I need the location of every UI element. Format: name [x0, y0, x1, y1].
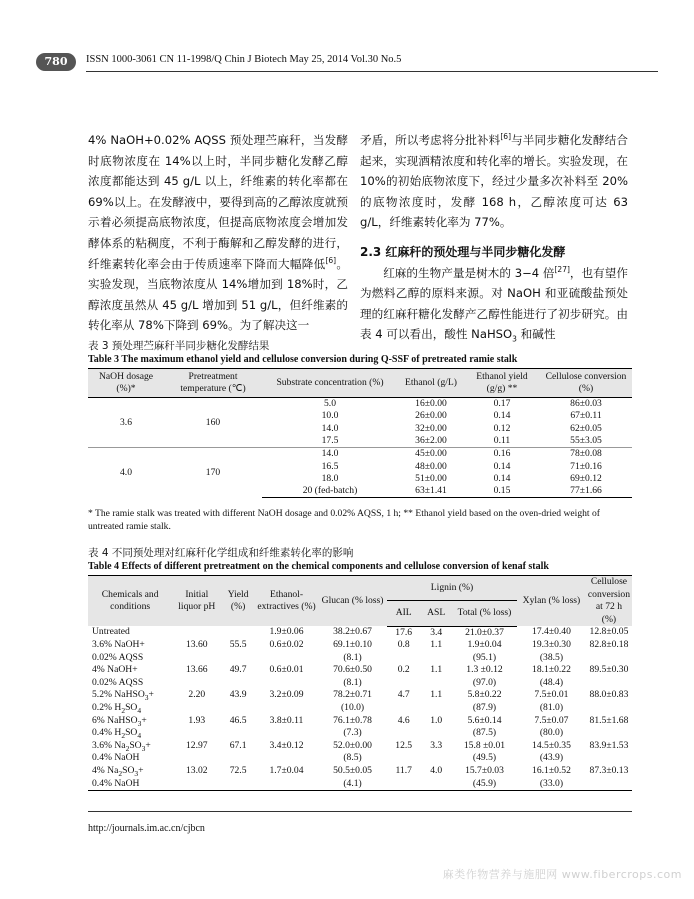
table3-caption-cn: 表 3 预处理苎麻秆半同步糖化发酵结果: [88, 340, 270, 352]
col-header: Yield (%): [221, 576, 255, 627]
citation[interactable]: [6]: [500, 132, 511, 142]
table-row: 10.0 26±0.00 0.14 67±0.11: [321, 410, 602, 422]
col-header: Total (% loss): [452, 601, 517, 626]
table-row: 4% $Na_2SO_3+$ 13.02 72.5 1.7±0.04 50.5±0.05 11.7 4.0 15.7±0.03 16.1±0.52 87.3±0.13: [92, 765, 629, 778]
col-header: Lignin (%): [387, 576, 517, 601]
journal-info: ISSN 1000-3061 CN 11-1998/Q Chin J Biotech May 25, 2014 Vol.30 No.5: [86, 54, 402, 65]
right-paragraph: 矛盾，所以考虑将分批补料[6]与半同步糖化发酵结合起来，实现酒精浓度和转化率的增长。实验发现，在 10%的初始底物浓度下，经过少量多次补料至 20%的底物浓度时，发酵 168 h，乙醇浓度可达 63 g/L，纤维素转化率为 77%。: [360, 132, 628, 230]
table3-note: * The ramie stalk was treated with different NaOH dosage and 0.02% AQSS, 1 h; ** Ethanol yield based on the oven-dried weight of untreated ramie stalk.: [88, 508, 600, 532]
citation[interactable]: [27]: [554, 264, 570, 274]
col-header: Ethanol-extractives (%): [255, 576, 318, 627]
table3-caption-en: Table 3 The maximum ethanol yield and cellulose conversion during Q-SSF of pretreated ramie stalk: [88, 354, 518, 365]
table-row: 3.6 160 5.0 16±0.00 0.17 86±0.03: [120, 398, 602, 428]
table-row: 14.0 32±0.00 0.12 62±0.05: [321, 422, 602, 434]
table-row: 18.0 51±0.00 0.14 69±0.12: [321, 472, 602, 484]
section-title: 2.3 红麻秆的预处理与半同步糖化发酵: [360, 244, 566, 259]
table4-caption-cn: 表 4 不同预处理对红麻秆化学组成和纤维素转化率的影响: [88, 547, 354, 559]
table-row: 6% NaHSO$_3$+ 1.93 46.5 3.8±0.11 76.1±0.78 4.6 1.0 5.6±0.14 7.5±0.07 81.5±1.68: [92, 714, 629, 728]
table-row: 20 (fed-batch) 63±1.41 0.15 77±1.66: [88, 485, 632, 498]
col-header: Initial liquor pH: [172, 576, 221, 627]
table-row: 0.4% $H_2SO_4$ (7.3) (87.5) (80.0): [92, 727, 564, 741]
table-row: Untreated 1.9±0.06 38.2±0.67 17.6 3.4 21.0±0.37 17.4±0.40 12.8±0.05: [92, 626, 629, 638]
col-header: Xylan (% loss): [517, 576, 586, 627]
footer-url-link[interactable]: http://journals.im.ac.cn/cjbcn: [88, 823, 205, 834]
table-row: 4% NaOH+ 13.66 49.7 0.6±0.01 70.6±0.50 0.2 1.1 1.3 ±0.12 18.1±0.22 89.5±0.30: [92, 664, 629, 676]
left-paragraph: 4% NaOH+0.02% AQSS 预处理苎麻秆，当发酵时底物浓度在 14%以上时，半同步糖化发酵乙醇浓度都能达到 45 g/L 以上，纤维素的转化率都在 69%以上。在发酵液中，要得到高的乙醇浓度就预示着必须提高底物浓度，但提高底物浓度会增加发酵体系的粘稠度，不利于酶解和乙醇发酵的进行，纤维素转化率会由于传质速率下降而大幅降低[6]。实验发现，当底物浓度从 14%增加到 18%时，乙醇浓度虽然从 45 g/L 增加到 51 g/L，但纤维素的转化率从 78%下降到 69%。为了解决这一: [88, 133, 348, 333]
running-header: [0, 50, 694, 76]
right-column: [360, 130, 628, 345]
section-paragraph: 红麻的生物产量是树木的 3−4 倍[27]，也有望作为燃料乙醇的原料来源。对 NaOH 和亚硫酸盐预处理的红麻秆糖化发酵产乙醇性能进行了初步研究。由表 4 可以看出，酸性 NaHSO$_3$ 和碱性: [360, 264, 628, 344]
col-header: Glucan (% loss): [318, 576, 387, 627]
col-header: ASL: [420, 601, 452, 626]
table-row: 0.02% AQSS (8.1) (97.0) (48.4): [92, 676, 564, 688]
table-row: 5.2% NaHSO$_3$+ 2.20 43.9 3.2±0.09 78.2±0.71 4.7 1.1 5.8±0.22 7.5±0.01 88.0±0.83: [92, 689, 629, 703]
col-header: Cellulose conversion at 72 h (%): [587, 576, 631, 625]
table-row: 3.6% $Na_2SO_3+$ 12.97 67.1 3.4±0.12 52.0±0.00 12.5 3.3 15.8 ±0.01 14.5±0.35 83.9±1.53: [92, 739, 629, 753]
page-number: 780: [36, 53, 76, 71]
col-header: Chemicals and conditions: [88, 576, 172, 627]
col-header: Substrate concentration (%): [262, 369, 398, 398]
col-header: AIL: [387, 601, 420, 626]
table4: [88, 575, 632, 791]
col-header: Cellulose conversion (%): [540, 369, 632, 398]
col-header: Ethanol yield (g/g) **: [464, 369, 540, 398]
col-header: Pretreatment temperature (℃): [164, 369, 262, 398]
table4-caption-en: Table 4 Effects of different pretreatment on the chemical components and cellulose conversion of kenaf stalk: [88, 561, 549, 572]
table-row: 0.4% NaOH (4.1) (45.9) (33.0): [88, 778, 632, 791]
col-header: NaOH dosage (%)*: [88, 369, 164, 398]
table-row: 0.02% AQSS (8.1) (95.1) (38.5): [92, 651, 564, 663]
citation[interactable]: [6]: [325, 255, 337, 265]
table-row: 17.5 36±2.00 0.11 55±3.05: [321, 435, 602, 447]
table-row: 4.0 170 14.0 45±0.00 0.16 78±0.08: [88, 448, 632, 461]
table-row: 0.4% NaOH (8.5) (49.5) (43.9): [92, 752, 564, 764]
footer-rule: [88, 811, 632, 812]
table-row: 0.2% $H_2SO_4$ (10.0) (87.9) (81.0): [92, 702, 564, 715]
header-rule: [86, 71, 658, 72]
left-column: [88, 130, 348, 336]
watermark: 麻类作物营养与施肥网 www.fibercrops.com: [442, 868, 682, 881]
table3: [88, 368, 632, 498]
col-header: Ethanol (g/L): [398, 369, 464, 398]
table-row: 16.5 48±0.00 0.14 71±0.16: [321, 460, 602, 472]
table-row: 3.6% NaOH+ 13.60 55.5 0.6±0.02 69.1±0.10 0.8 1.1 1.9±0.04 19.3±0.30 82.8±0.18: [92, 639, 629, 651]
